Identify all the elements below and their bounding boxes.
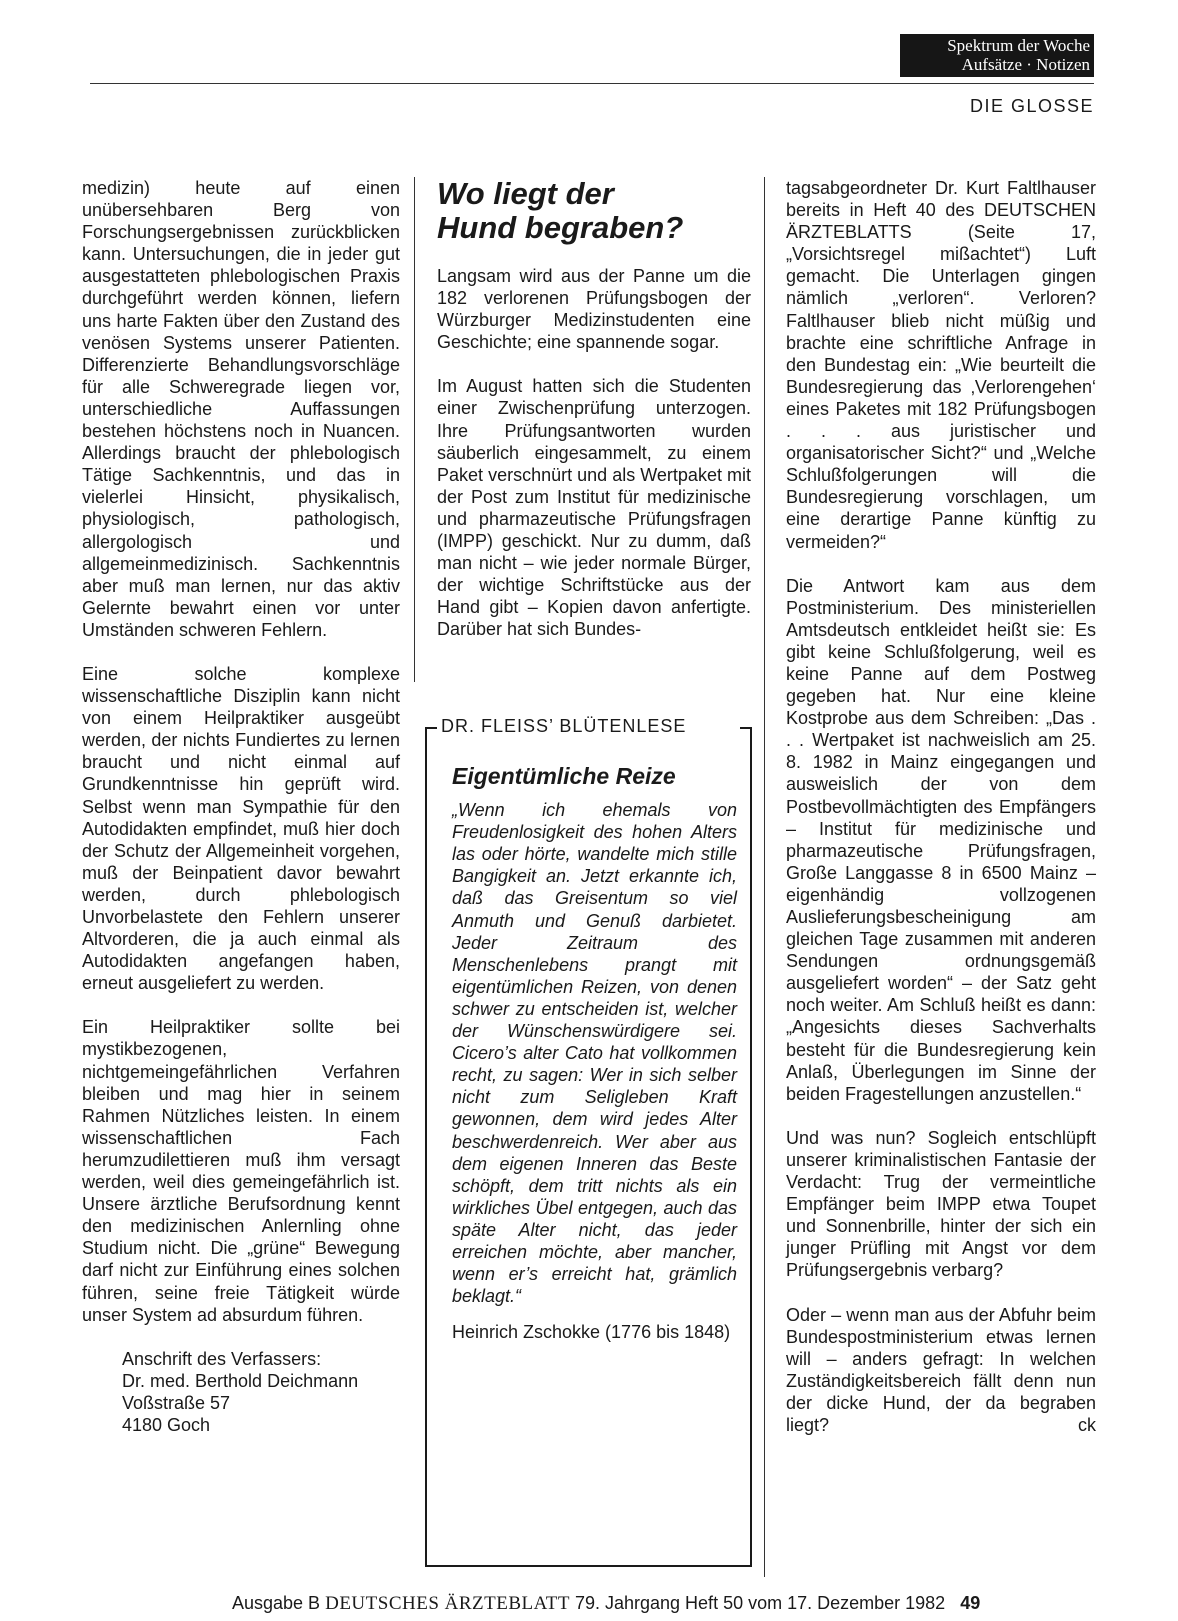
- paragraph: [786, 1304, 1096, 1437]
- author-signature: ck: [1078, 1414, 1096, 1435]
- header-rule: [90, 83, 1094, 84]
- section-title: DIE GLOSSE: [969, 96, 1094, 116]
- footer-edition: Ausgabe B: [232, 1593, 321, 1613]
- paragraph: Eine solche komplexe wissenschaftliche Disziplin kann nicht von einem Heilpraktiker ausgeübt werden, der nichts Fundiertes zu lernen braucht und nicht einmal auf Grundkenntnisse hin geprüft wird. Selbst wenn man Sympathie für den Autodidakten empfindet, muß hier doch der Schutz der Allgemeinheit vorgehen, muß der Beinpatient davor bewahrt werden, durch phlebologisch Unvorbelastete den Fehlern unserer Altvorderen, die ja auch einmal als Autodidakten angefangen haben, erneut ausgeliefert zu werden.: [82, 663, 400, 994]
- headline-line-1: Wo liegt der: [437, 176, 614, 211]
- sidebox-label: DR. FLEISS’ BLÜTENLESE: [441, 716, 687, 736]
- column-divider: [414, 177, 415, 682]
- column-1: [82, 177, 400, 1436]
- sidebox-source: Heinrich Zschokke (1776 bis 1848): [452, 1322, 731, 1343]
- sidebox-quote: „Wenn ich ehemals von Freudenlosigkeit des hohen Alters las oder hörte, wandelte mich stille Bangigkeit an. Jetzt erkannte ich, daß das Greisentum so viel Anmuth und Genuß darbietet. Jeder Zeitraum des Menschenlebens prangt mit eigentümlichen Reizen, von denen schwer zu entscheiden ist, welcher der Wünschenswürdigere sei. Cicero’s alter Cato hat vollkommen recht, zu sagen: Wer in sich selber nicht zum Seligleben Kraft gewonnen, dem wird jedes Alter beschwerdenreich. Wer aber aus dem eigenen Inneren das Beste schöpft, dem tritt nichts als ein wirkliches Übel entgegen, auch das späte Alter nicht, das jeder erreichen möchte, aber mancher, wenn er’s erreicht hat, grämlich beklagt.“: [452, 800, 737, 1307]
- column-divider: [764, 177, 765, 1577]
- tag-line-1: Spektrum der Woche: [947, 36, 1090, 55]
- page-number: 49: [960, 1593, 981, 1613]
- sidebox-content: [452, 765, 737, 1343]
- column-2: [437, 177, 751, 663]
- footer-journal: DEUTSCHES ÄRZTEBLATT: [325, 1593, 570, 1614]
- section-tag: [900, 34, 1094, 77]
- paragraph: Langsam wird aus der Panne um die 182 verlorenen Prüfungsbogen der Würzburger Medizinstudenten eine Geschichte; eine spannende sogar.: [437, 266, 751, 353]
- page-footer: [232, 1593, 980, 1615]
- paragraph: Ein Heilpraktiker sollte bei mystikbezogenen, nichtgemeingefährlichen Verfahren bleiben und mag hier in seinem Rahmen Nützliches leisten. In einem wissenschaftlichen Fach herumzudilettieren muß ihm versagt werden, weil dies gemeingefährlich ist. Unsere ärztliche Berufsordnung kennt den medizinischen Anlernling ohne Studium nicht. Die „grüne“ Bewegung darf nicht zur Einführung eines solchen führen, seine freie Tätigkeit würde unser System ad absurdum führen.: [82, 1017, 400, 1325]
- paragraph: Die Antwort kam aus dem Postministerium. Des ministeriellen Amtsdeutsch entkleidet heißt sie: Es gibt keine Schlußfolgerung, weil es keine Panne auf dem Postweg gegeben hat. Nur eine kleine Kostprobe aus dem Schreiben: „Das . . . Wertpaket ist nachweislich am 25. 8. 1982 in Mainz eingegangen und ausweislich der von dem Postbevollmächtigten des Empfängers – Institut für medizinische und pharmazeutische Prüfungsfragen, Große Langgasse 8 in 6500 Mainz – eigenhändig vollzogenen Auslieferungsbescheinigung am gleichen Tage zusammen mit anderen Sendungen ordnungsgemäß ausgeliefert worden“ – der Satz geht noch weiter. Am Schluß heißt es dann: „Angesichts dieses Sachverhalts besteht für die Bundesregierung kein Anlaß, Überlegungen im Sinne der beiden Fragestellungen anzustellen.“: [786, 575, 1096, 1104]
- address-name: Dr. med. Berthold Deichmann: [122, 1370, 359, 1391]
- tag-line-2: Aufsätze · Notizen: [961, 55, 1090, 74]
- column-3: [786, 177, 1096, 1436]
- paragraph: tagsabgeordneter Dr. Kurt Faltlhauser bereits in Heft 40 des DEUTSCHEN ÄRZTEBLATTS (Seite 17, „Vorsichtsregel mißachtet“) Luft gemacht. Die Unterlagen gingen nämlich „verloren“. Verloren? Faltlhauser blieb nicht müßig und brachte eine schriftliche Anfrage in den Bundestag ein: „Wie beurteilt die Bundesregierung das ‚Verlorengehen‘ eines Paketes mit 182 Prüfungsbogen . . . aus juristischer und organisatorischer Sicht?“ und „Welche Schlußfolgerungen will die Bundesregierung vorschlagen, um eine derartige Panne künftig zu vermeiden?“: [786, 178, 1096, 552]
- headline-line-2: Hund begraben?: [437, 210, 684, 245]
- article-headline: [437, 177, 751, 245]
- address-label: Anschrift des Verfassers:: [122, 1348, 322, 1369]
- paragraph-text: Oder – wenn man aus der Abfuhr beim Bundespostministerium etwas lernen will – anders gefragt: In welchen Zuständigkeitsbereich fällt denn nun der dicke Hund, der da begraben liegt?: [786, 1304, 1096, 1435]
- paragraph: Und was nun? Sogleich entschlüpft unserer kriminalistischen Fantasie der Verdacht: Trug der vermeintliche Empfänger beim IMPP etwa Toupet und Sonnenbrille, hinter der sich ein junger Prüfling mit Angst vor dem Prüfungsergebnis verbarg?: [786, 1127, 1096, 1281]
- footer-issue: 79. Jahrgang Heft 50 vom 17. Dezember 1982: [574, 1593, 946, 1613]
- address-city: 4180 Goch: [122, 1414, 211, 1435]
- paragraph: Im August hatten sich die Studenten einer Zwischenprüfung unterzogen. Ihre Prüfungsantworten wurden säuberlich eingesammelt, zu einem Paket verschnürt und als Wertpaket mit der Post zum Institut für medizinische und pharmazeutische Prüfungsfragen (IMPP) geschickt. Nur zu dumm, daß man nicht – wie jeder normale Bürger, der wichtige Schriftstücke aus der Hand gibt – Kopien davon anfertigte. Darüber hat sich Bundes-: [437, 376, 751, 640]
- sidebox-title: Eigentümliche Reize: [452, 763, 676, 789]
- paragraph: medizin) heute auf einen unübersehbaren Berg von Forschungsergebnissen zurückblicken kann. Untersuchungen, die in jeder gut ausgestatteten phlebologischen Praxis durchgeführt werden können, liefern uns harte Fakten über den Zustand des venösen Systems unserer Patienten. Differenzierte Behandlungsvorschläge für alle Schweregrade liegen vor, unterschiedliche Auffassungen bestehen höchstens noch in Nuancen. Allerdings braucht der phlebologisch Tätige Sachkenntnis, und das in vielerlei Hinsicht, physikalisch, physiologisch, pathologisch, allergologisch und allgemeinmedizinisch. Sachkenntnis aber muß man lernen, nur das aktiv Gelernte bewahrt einen vor unter Umständen schweren Fehlern.: [82, 178, 400, 640]
- sidebox-frame-top-left: [425, 727, 437, 729]
- author-address: [122, 1348, 400, 1436]
- address-street: Voßstraße 57: [122, 1392, 231, 1413]
- sidebox-frame-top-right: [740, 727, 752, 729]
